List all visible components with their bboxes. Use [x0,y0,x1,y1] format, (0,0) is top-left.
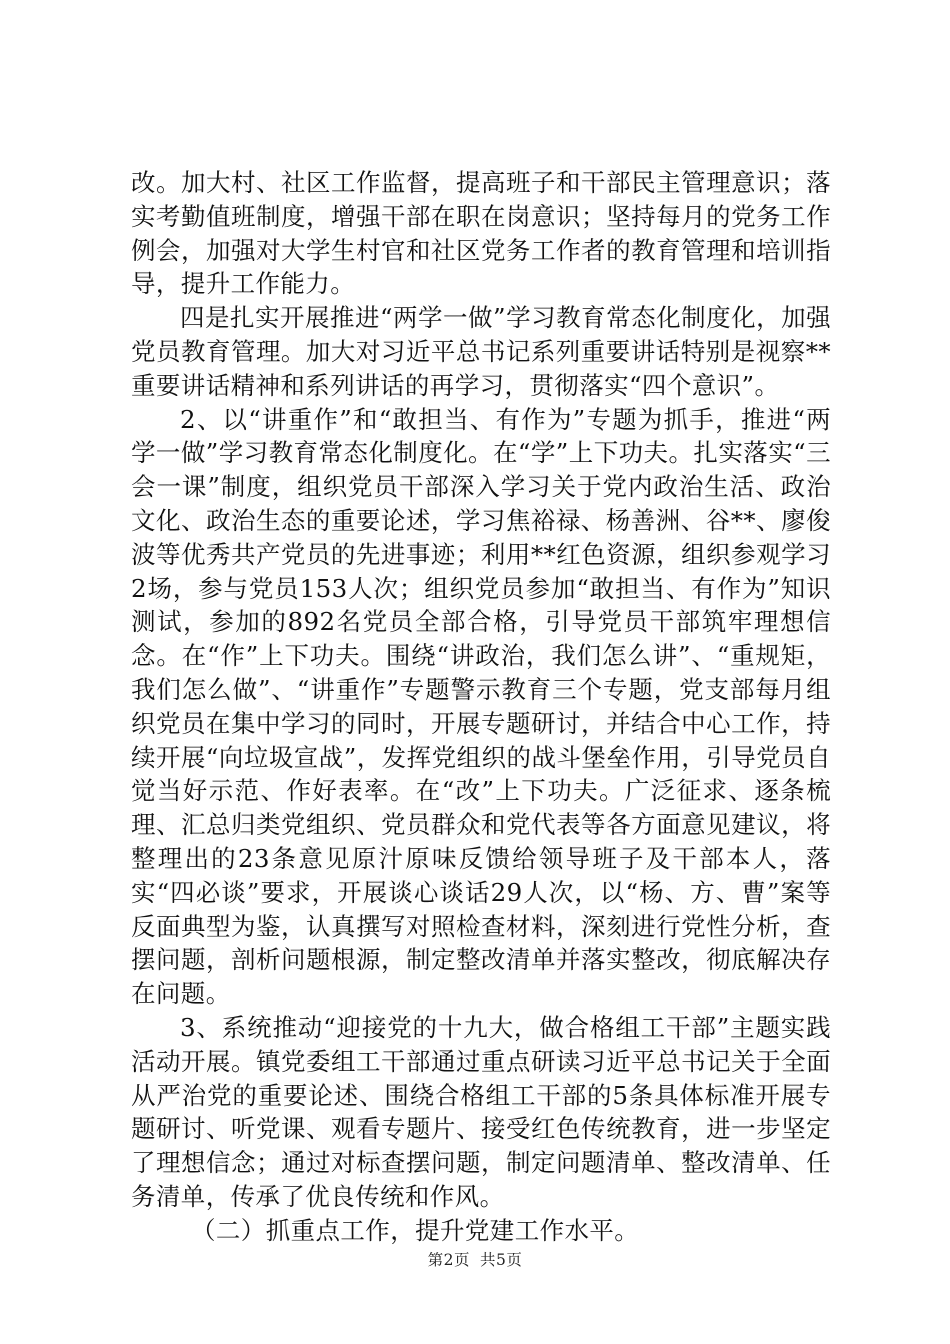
page-total: 共5页 [480,1251,523,1269]
paragraph-section-2: 2、以“讲重作”和“敢担当、有作为”专题为抓手，推进“两学一做”学习教育常态化制度化。在“学”上下功夫。扎实落实“三会一课”制度，组织党员干部深入学习关于党内政治生活、政治文化、政治生态的重要论述，学习焦裕禄、杨善洲、谷**、廖俊波等优秀共产党员的先进事迹；利用**红色资源，组织参观学习2场，参与党员153人次；组织党员参加“敢担当、有作为”知识测试，参加的892名党员全部合格，引导党员干部筑牢理想信念。在“作”上下功夫。围绕“讲政治，我们怎么讲”、“重规矩，我们怎么做”、“讲重作”专题警示教育三个专题，党支部每月组织党员在集中学习的同时，开展专题研讨，并结合中心工作，持续开展“向垃圾宣战”，发挥党组织的战斗堡垒作用，引导党员自觉当好示范、作好表率。在“改”上下功夫。广泛征求、逐条梳理、汇总归类党组织、党员群众和党代表等各方面意见建议，将整理出的23条意见原汁原味反馈给领导班子及干部本人，落实“四必谈”要求，开展谈心谈话29人次，以“杨、方、曹”案等反面典型为鉴，认真撰写对照检查材料，深刻进行党性分析，查摆问题，剖析问题根源，制定整改清单并落实整改，彻底解决存在问题。 [131,404,831,1009]
page-footer [0,1248,950,1270]
paragraph-section-3: 3、系统推动“迎接党的十九大，做合格组工干部”主题实践活动开展。镇党委组工干部通过重点研读习近平总书记关于全面从严治党的重要论述、围绕合格组工干部的5条具体标准开展专题研讨、听党课、观看专题片、接受红色传统教育，进一步坚定了理想信念；通过对标查摆问题，制定问题清单、整改清单、任务清单，传承了优良传统和作风。 [131,1012,831,1211]
paragraph-continuation: 改。加大村、社区工作监督，提高班子和干部民主管理意识；落实考勤值班制度，增强干部在职在岗意识；坚持每月的党务工作例会，加强对大学生村官和社区党务工作者的教育管理和培训指导，提升工作能力。 [131,168,831,299]
document-body [131,166,831,1248]
section-heading-2: （二）抓重点工作，提升党建工作水平。 [191,1215,640,1245]
paragraph-item-4: 四是扎实开展推进“两学一做”学习教育常态化制度化，加强党员教育管理。加大对习近平总书记系列重要讲话特别是视察**重要讲话精神和系列讲话的再学习，贯彻落实“四个意识”。 [131,303,831,400]
page-number: 第2页 [427,1251,470,1269]
